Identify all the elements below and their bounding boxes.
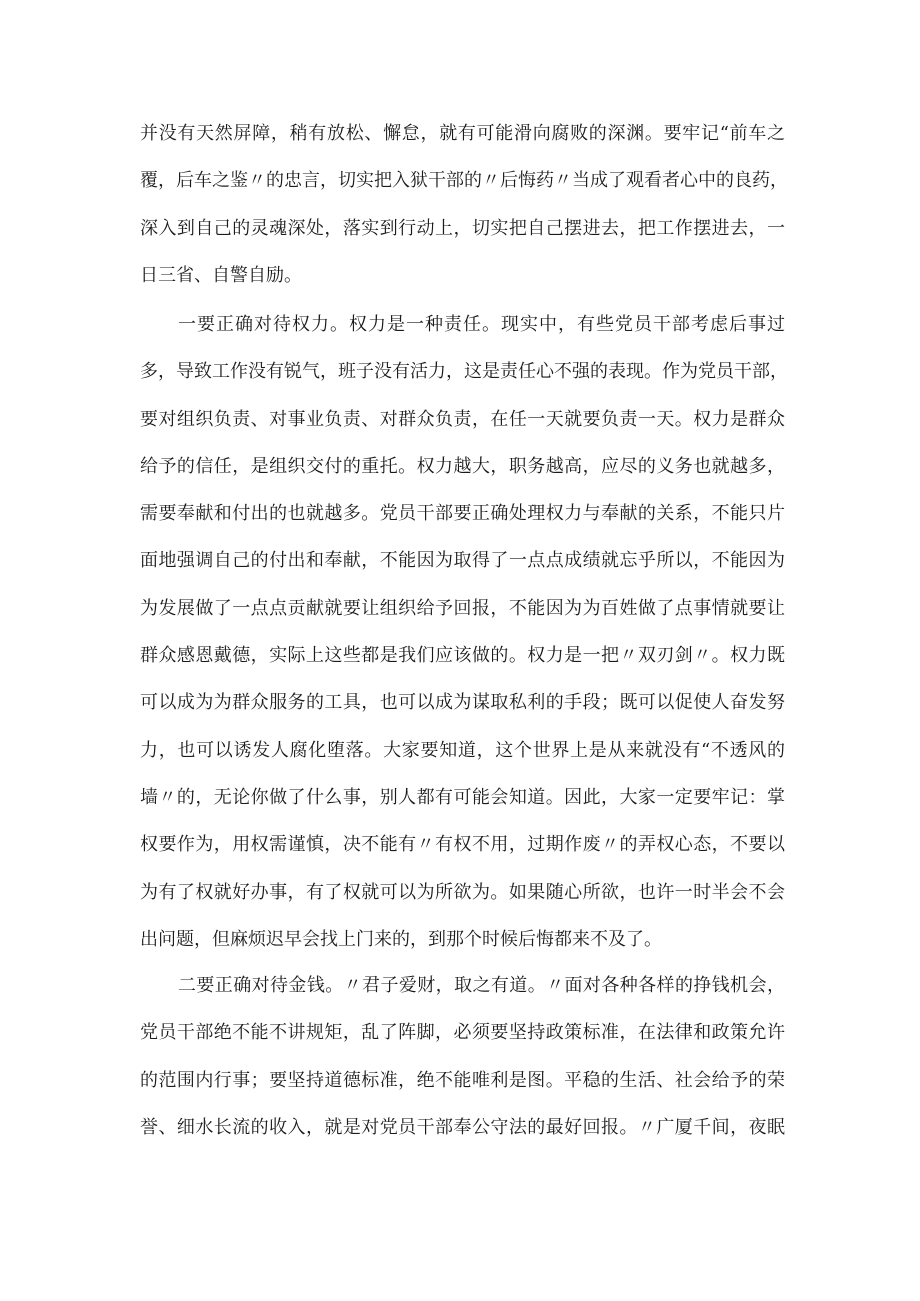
text-line: 面地强调自己的付出和奉献，不能因为取得了一点点成绩就忘乎所以，不能因为 [140, 550, 785, 572]
text-line: 要对组织负责、对事业负责、对群众负责，在任一天就要负责一天。权力是群众 [140, 408, 785, 430]
text-line: 一要正确对待权力。权力是一种责任。现实中，有些党员干部考虑后事过 [178, 314, 785, 335]
text-line: 覆，后车之鉴〃的忠言，切实把入狱干部的〃后悔药〃当成了观看者心中的良药， [140, 170, 788, 192]
text-line: 党员干部绝不能不讲规矩，乱了阵脚，必须要坚持政策标准，在法律和政策允许 [140, 1022, 785, 1044]
text-line: 二要正确对待金钱。〃君子爱财，取之有道。〃面对各种各样的挣钱机会， [178, 975, 785, 996]
text-line: 出问题，但麻烦迟早会找上门来的，到那个时候后悔都来不及了。 [140, 928, 662, 950]
text-line: 可以成为为群众服务的工具，也可以成为谋取私利的手段；既可以促使人奋发努 [140, 692, 785, 714]
paragraph-money [140, 962, 785, 1151]
text-line: 力，也可以诱发人腐化堕落。大家要知道，这个世界上是从来就没有“不透风的 [140, 739, 785, 761]
text-line: 需要奉献和付出的也就越多。党员干部要正确处理权力与奉献的关系，不能只片 [140, 503, 785, 525]
text-line: 群众感恩戴德，实际上这些都是我们应该做的。权力是一把〃双刃剑〃。权力既 [140, 645, 785, 667]
text-line: 为有了权就好办事，有了权就可以为所欲为。如果随心所欲，也许一时半会不会 [140, 881, 785, 903]
text-line: 为发展做了一点点贡献就要让组织给予回报，不能因为为百姓做了点事情就要让 [140, 597, 785, 619]
text-line: 的范围内行事；要坚持道德标准，绝不能唯利是图。平稳的生活、社会给予的荣 [140, 1069, 785, 1091]
text-line: 给予的信任，是组织交付的重托。权力越大，职务越高，应尽的义务也就越多， [140, 455, 785, 477]
text-line: 并没有天然屏障，稍有放松、懈怠，就有可能滑向腐败的深渊。要牢记“前车之 [140, 123, 785, 144]
text-line: 墙〃的，无论你做了什么事，别人都有可能会知道。因此，大家一定要牢记：掌 [140, 786, 785, 808]
paragraph-continuation [140, 110, 788, 299]
text-line: 深入到自己的灵魂深处，落实到行动上，切实把自己摆进去，把工作摆进去，一 [140, 217, 785, 239]
text-line: 权要作为，用权需谨慎，决不能有〃有权不用，过期作废〃的弄权心态，不要以 [140, 834, 785, 856]
text-line: 誉、细水长流的收入，就是对党员干部奉公守法的最好回报。〃广厦千间，夜眠 [140, 1116, 785, 1138]
text-line: 多，导致工作没有锐气，班子没有活力，这是责任心不强的表现。作为党员干部， [140, 361, 788, 383]
text-line: 日三省、自警自励。 [140, 264, 302, 286]
paragraph-power [140, 301, 788, 963]
